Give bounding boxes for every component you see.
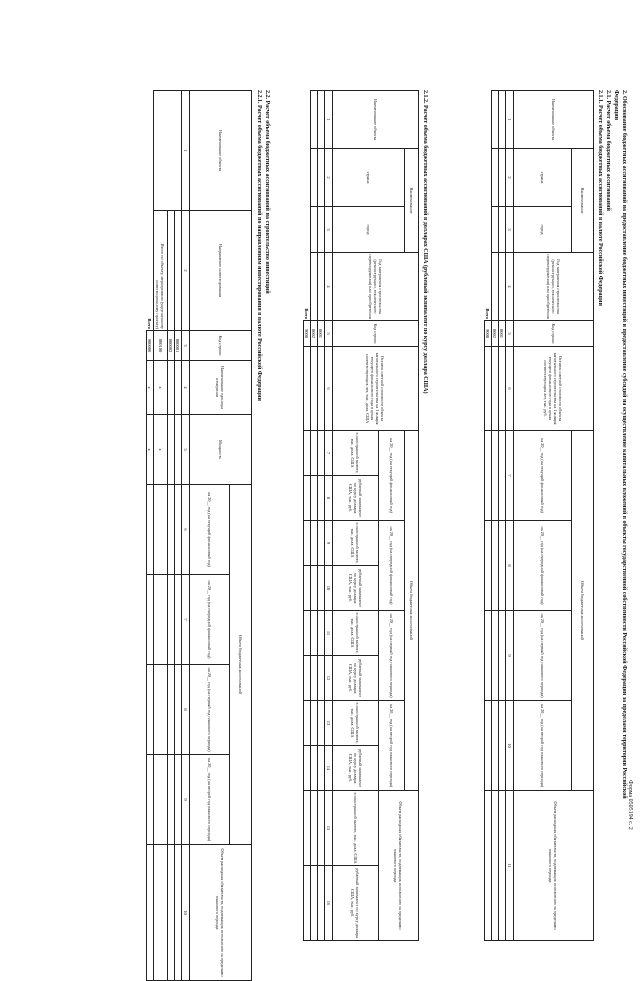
t2-num: 6 [325, 347, 333, 431]
t3-itogo-code: 000100 [154, 331, 168, 361]
t2-h-v: в иностранной валюте, тыс. долл. США [333, 521, 379, 566]
table-row [311, 91, 318, 941]
t1-h-y3: на 20__ год (на первый год планового периода) [514, 611, 572, 701]
t2-h-god: Год завершения строительства (реконструкции, технического перевооружения) или приобретения [333, 253, 419, 321]
form-label: Форма 0505194 с. 2 [627, 780, 633, 830]
table-row [499, 91, 506, 941]
t3-code: 000002 [168, 331, 175, 361]
t2-total-code: 9000 [304, 321, 311, 347]
t3-num: 3 [182, 331, 190, 361]
t2-h-ostatok: Остаток сметной стоимости объекта капитального строительства на 1 января текущего финансового года в ценах соответствующих лет, тыс. долл. США [333, 347, 419, 431]
t1-h-naim: Наименование [572, 149, 594, 253]
table-row-total [147, 91, 154, 981]
t2-h-r: рублевый эквивалент по курсу доллара США, тыс. руб. [333, 746, 379, 791]
t2-num: 3 [325, 207, 333, 253]
table-2-2-1 [146, 90, 252, 981]
t1-h-gorod: город [514, 207, 572, 253]
t1-h-y4: на 20__ год (на второй год планового периода) [514, 701, 572, 791]
t3-code: 000001 [175, 331, 182, 361]
t3-num: 1 [182, 91, 190, 211]
t2-num: 8 [325, 476, 333, 521]
t1-h-y1: на 20__ год (на текущий финансовый год) [514, 431, 572, 521]
t3-h-y4: на 20__ год (на второй год планового периода) [190, 755, 230, 845]
t1-num: 7 [506, 431, 514, 521]
t2-h-naim: Наименование [405, 149, 419, 253]
t1-total-label: Всего [485, 308, 491, 319]
t3-num: 5 [182, 415, 190, 485]
t3-total-code: 900000 [147, 331, 154, 361]
table-row [175, 91, 182, 981]
t1-h-god: Год завершения строительства (реконструкции, технического перевооружения) или приобретения [514, 253, 594, 321]
table-2-1-1 [484, 90, 594, 941]
t3-num: 8 [182, 665, 190, 755]
t2-num: 10 [325, 566, 333, 611]
t3-num: 7 [182, 575, 190, 665]
t2-h-obem: Объем бюджетных ассигнований [405, 431, 419, 791]
t1-num: 2 [506, 149, 514, 207]
t3-h-after: Объем расходных обязательств, подлежащих исполнению за пределами планового периода [190, 845, 252, 981]
t2-num: 15 [325, 791, 333, 866]
t2-num: 14 [325, 746, 333, 791]
t1-num: 4 [506, 253, 514, 321]
table-row-total [485, 91, 492, 941]
t2-num: 5 [325, 321, 333, 347]
t1-h-after: Объем расходных обязательств, подлежащих исполнению за пределами планового периода [514, 791, 594, 941]
t2-total-label: Всего [304, 308, 310, 319]
t3-h-y2: на 20__ год (на очередной финансовый год) [190, 575, 230, 665]
t2-num: 11 [325, 611, 333, 656]
table-row-subtotal [154, 91, 168, 981]
t1-h-y2: на 20__ год (на очередной финансовый год) [514, 521, 572, 611]
t1-num: 1 [506, 91, 514, 149]
t3-num: 10 [182, 845, 190, 981]
t2-h-name: Наименование объекта [333, 91, 419, 149]
t2-h-y4: на 20__ год (на второй год планового периода) [379, 701, 405, 791]
t1-num: 11 [506, 791, 514, 941]
t3-num: 6 [182, 485, 190, 575]
t2-h-y3: на 20__ год (на первый год планового периода) [379, 611, 405, 701]
t2-h-y1: на 20__ год (на текущий финансовый год) [379, 431, 405, 521]
t1-h-ostatok: Остаток сметной стоимости объекта капитального строительства на 1 января текущего финансового года в ценах соответствующих лет, тыс. руб. [514, 347, 594, 431]
t2-num: 12 [325, 656, 333, 701]
t3-total-label: Всего [147, 318, 153, 329]
t1-h-obem: Объем бюджетных ассигнований [572, 431, 594, 791]
t3-x: x [147, 415, 154, 485]
t1-code: 0001 [499, 321, 506, 347]
t2-h-strana: страна [333, 149, 405, 207]
table-row [318, 91, 325, 941]
t1-h-strana: страна [514, 149, 572, 207]
t3-h-napr: Направление инвестирования [190, 211, 252, 331]
t2-h-r: рублевый эквивалент по курсу доллара США, тыс. руб. [333, 566, 379, 611]
t3-x: x [147, 361, 154, 415]
t2-h-after: Объем расходных обязательств, подлежащих исполнению за пределами планового периода [379, 791, 419, 941]
caption-2-2-1: 2.2.1. Расчет объема бюджетных ассигнований по направлениям инвестирования в валюте Российской Федерации [256, 90, 262, 402]
t3-h-y1: на 20__ год (на текущий финансовый год) [190, 485, 230, 575]
t2-num: 13 [325, 701, 333, 746]
t3-num: 4 [182, 361, 190, 415]
t2-num: 7 [325, 431, 333, 476]
caption-2-1-2: 2.1.2. Расчет объема бюджетных ассигнований в долларах США (рублевый эквивалент по курсу доллара США) [422, 90, 428, 394]
t1-num: 6 [506, 347, 514, 431]
t2-h-y2: на 20__ год (на очередной финансовый год) [379, 521, 405, 611]
t2-h-r: рублевый эквивалент по курсу доллара США, тыс. руб. [333, 476, 379, 521]
t1-num: 5 [506, 321, 514, 347]
heading-2: 2. Обоснование бюджетных ассигнований на предоставление бюджетных инвестиций и предоставление субсидий на осуществление капитальных вложений в объекты государственной собственности Российской Федерации за пределами территории Российской [621, 90, 627, 799]
t2-h-v: в иностранной валюте, тыс. долл. США [333, 431, 379, 476]
t2-h-kod: Код строки [333, 321, 419, 347]
t1-num: 3 [506, 207, 514, 253]
t2-num: 9 [325, 521, 333, 566]
t3-h-kod: Код строки [190, 331, 252, 361]
heading-2-1: 2.1. Расчет объема бюджетных ассигнований [605, 90, 611, 211]
table-row-total [304, 91, 311, 941]
t1-num: 9 [506, 611, 514, 701]
table-2-1-2 [303, 90, 419, 941]
t2-h-r: рублевый эквивалент по курсу доллара США, тыс. руб. [333, 866, 379, 941]
t2-num: 1 [325, 91, 333, 149]
t1-num: 10 [506, 701, 514, 791]
t3-h-moshch: Мощность [190, 415, 252, 485]
t3-num: 9 [182, 755, 190, 845]
t2-num: 2 [325, 149, 333, 207]
heading-2-cont: Федерации [613, 90, 619, 121]
t3-x: x [154, 415, 168, 485]
t1-h-kod: Код строки [514, 321, 594, 347]
t3-h-ed: Наименование единицы измерения [190, 361, 252, 415]
caption-2-2: 2.2. Расчет объема бюджетных ассигнований на строительство инвестиций [264, 90, 270, 294]
t2-code: 0001 [318, 321, 325, 347]
t3-num: 2 [182, 211, 190, 331]
t3-h-name: Наименование объекта [190, 91, 252, 211]
t2-code: 0002 [311, 321, 318, 347]
table-row [492, 91, 499, 941]
heading-2-1-1: 2.1.1. Расчет объема бюджетных ассигнований в валюте Российской Федерации [597, 90, 603, 306]
t2-h-v: в иностранной валюте, тыс. долл. США [333, 701, 379, 746]
t3-h-obem: Объем бюджетных ассигнований [230, 485, 252, 845]
t1-num: 8 [506, 521, 514, 611]
t3-x: x [154, 361, 168, 415]
t1-code: 0002 [492, 321, 499, 347]
t2-h-v: в иностранной валюте, тыс. долл. США [333, 611, 379, 656]
t2-h-r: рублевый эквивалент по курсу доллара США, тыс. руб. [333, 656, 379, 701]
t2-num: 16 [325, 866, 333, 941]
t3-itogo-label: Итого по объекту, мероприятию (укрупненному инвестиционному проекту) [154, 211, 168, 331]
t3-h-y3: на 20__ год (на первый год планового периода) [190, 665, 230, 755]
t2-h-v: в иностранной валюте, тыс. долл. США [333, 791, 379, 866]
t1-total-code: 9000 [485, 321, 492, 347]
table-row [168, 91, 175, 981]
t2-num: 4 [325, 253, 333, 321]
t2-h-gorod: город [333, 207, 405, 253]
t1-h-name: Наименование объекта [514, 91, 594, 149]
